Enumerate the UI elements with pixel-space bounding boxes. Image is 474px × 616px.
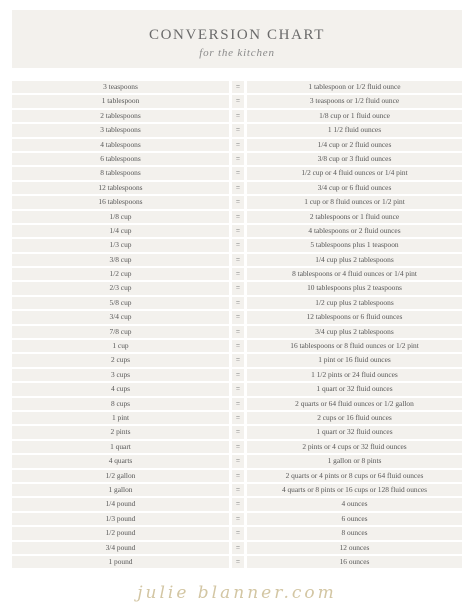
to-measure-cell: 1 pint or 16 fluid ounces bbox=[247, 354, 462, 366]
from-measure-cell: 4 tablespoons bbox=[12, 139, 229, 151]
from-measure-cell: 16 tablespoons bbox=[12, 196, 229, 208]
from-measure-cell: 1 gallon bbox=[12, 484, 229, 496]
from-measure-cell: 12 tablespoons bbox=[12, 182, 229, 194]
to-measure-cell: 8 ounces bbox=[247, 527, 462, 539]
to-measure-cell: 1/2 cup plus 2 tablespoons bbox=[247, 297, 462, 309]
equals-cell: = bbox=[232, 95, 244, 107]
to-measure-cell: 1 quart or 32 fluid ounces bbox=[247, 426, 462, 438]
to-measure-cell: 1/4 cup or 2 fluid ounces bbox=[247, 139, 462, 151]
table-row bbox=[12, 81, 462, 93]
table-row bbox=[12, 239, 462, 251]
from-measure-cell: 1 quart bbox=[12, 441, 229, 453]
from-measure-cell: 1/2 cup bbox=[12, 268, 229, 280]
to-measure-cell: 4 quarts or 8 pints or 16 cups or 128 fluid ounces bbox=[247, 484, 462, 496]
to-measure-cell: 10 tablespoons plus 2 teaspoons bbox=[247, 282, 462, 294]
equals-cell: = bbox=[232, 297, 244, 309]
page-subtitle: for the kitchen bbox=[199, 47, 275, 59]
equals-cell: = bbox=[232, 139, 244, 151]
equals-cell: = bbox=[232, 311, 244, 323]
table-row bbox=[12, 498, 462, 510]
equals-cell: = bbox=[232, 268, 244, 280]
from-measure-cell: 2 cups bbox=[12, 354, 229, 366]
table-row bbox=[12, 398, 462, 410]
table-row bbox=[12, 354, 462, 366]
from-measure-cell: 2/3 cup bbox=[12, 282, 229, 294]
table-row bbox=[12, 455, 462, 467]
to-measure-cell: 12 ounces bbox=[247, 542, 462, 554]
table-row bbox=[12, 110, 462, 122]
to-measure-cell: 8 tablespoons or 4 fluid ounces or 1/4 pint bbox=[247, 268, 462, 280]
from-measure-cell: 8 cups bbox=[12, 398, 229, 410]
to-measure-cell: 2 cups or 16 fluid ounces bbox=[247, 412, 462, 424]
equals-cell: = bbox=[232, 354, 244, 366]
table-row bbox=[12, 182, 462, 194]
equals-cell: = bbox=[232, 513, 244, 525]
equals-cell: = bbox=[232, 369, 244, 381]
table-row bbox=[12, 484, 462, 496]
table-row bbox=[12, 282, 462, 294]
equals-cell: = bbox=[232, 498, 244, 510]
equals-cell: = bbox=[232, 527, 244, 539]
table-row bbox=[12, 139, 462, 151]
table-row bbox=[12, 441, 462, 453]
to-measure-cell: 2 quarts or 64 fluid ounces or 1/2 gallon bbox=[247, 398, 462, 410]
from-measure-cell: 1 tablespoon bbox=[12, 95, 229, 107]
from-measure-cell: 1/4 pound bbox=[12, 498, 229, 510]
to-measure-cell: 4 tablespoons or 2 fluid ounces bbox=[247, 225, 462, 237]
to-measure-cell: 1 1/2 fluid ounces bbox=[247, 124, 462, 136]
to-measure-cell: 1 gallon or 8 pints bbox=[247, 455, 462, 467]
signature-logo: julie blanner.com bbox=[137, 583, 337, 603]
from-measure-cell: 1/2 pound bbox=[12, 527, 229, 539]
page-title: CONVERSION CHART bbox=[149, 27, 325, 43]
table-row bbox=[12, 311, 462, 323]
table-row bbox=[12, 542, 462, 554]
table-row bbox=[12, 412, 462, 424]
conversion-table bbox=[12, 81, 462, 570]
equals-cell: = bbox=[232, 455, 244, 467]
from-measure-cell: 1/3 pound bbox=[12, 513, 229, 525]
table-row bbox=[12, 268, 462, 280]
from-measure-cell: 3 tablespoons bbox=[12, 124, 229, 136]
equals-cell: = bbox=[232, 211, 244, 223]
table-row bbox=[12, 527, 462, 539]
equals-cell: = bbox=[232, 412, 244, 424]
from-measure-cell: 1 pound bbox=[12, 556, 229, 568]
table-row bbox=[12, 426, 462, 438]
to-measure-cell: 4 ounces bbox=[247, 498, 462, 510]
from-measure-cell: 3 cups bbox=[12, 369, 229, 381]
equals-cell: = bbox=[232, 383, 244, 395]
equals-cell: = bbox=[232, 196, 244, 208]
chart-header bbox=[12, 10, 462, 68]
to-measure-cell: 3/8 cup or 3 fluid ounces bbox=[247, 153, 462, 165]
equals-cell: = bbox=[232, 182, 244, 194]
equals-cell: = bbox=[232, 225, 244, 237]
table-row bbox=[12, 196, 462, 208]
to-measure-cell: 6 ounces bbox=[247, 513, 462, 525]
to-measure-cell: 3/4 cup plus 2 tablespoons bbox=[247, 326, 462, 338]
table-row bbox=[12, 340, 462, 352]
table-row bbox=[12, 211, 462, 223]
table-row bbox=[12, 225, 462, 237]
equals-cell: = bbox=[232, 124, 244, 136]
equals-cell: = bbox=[232, 542, 244, 554]
table-row bbox=[12, 470, 462, 482]
from-measure-cell: 1/4 cup bbox=[12, 225, 229, 237]
to-measure-cell: 16 ounces bbox=[247, 556, 462, 568]
equals-cell: = bbox=[232, 167, 244, 179]
from-measure-cell: 4 cups bbox=[12, 383, 229, 395]
equals-cell: = bbox=[232, 81, 244, 93]
table-row bbox=[12, 383, 462, 395]
from-measure-cell: 1/8 cup bbox=[12, 211, 229, 223]
equals-cell: = bbox=[232, 556, 244, 568]
from-measure-cell: 7/8 cup bbox=[12, 326, 229, 338]
from-measure-cell: 1/2 gallon bbox=[12, 470, 229, 482]
table-row bbox=[12, 153, 462, 165]
equals-cell: = bbox=[232, 441, 244, 453]
table-row bbox=[12, 556, 462, 568]
equals-cell: = bbox=[232, 470, 244, 482]
from-measure-cell: 1 pint bbox=[12, 412, 229, 424]
table-row bbox=[12, 513, 462, 525]
equals-cell: = bbox=[232, 426, 244, 438]
equals-cell: = bbox=[232, 398, 244, 410]
to-measure-cell: 1 1/2 pints or 24 fluid ounces bbox=[247, 369, 462, 381]
table-row bbox=[12, 95, 462, 107]
equals-cell: = bbox=[232, 239, 244, 251]
table-row bbox=[12, 297, 462, 309]
to-measure-cell: 5 tablespoons plus 1 teaspoon bbox=[247, 239, 462, 251]
from-measure-cell: 3 teaspoons bbox=[12, 81, 229, 93]
equals-cell: = bbox=[232, 340, 244, 352]
from-measure-cell: 8 tablespoons bbox=[12, 167, 229, 179]
from-measure-cell: 5/8 cup bbox=[12, 297, 229, 309]
to-measure-cell: 1 cup or 8 fluid ounces or 1/2 pint bbox=[247, 196, 462, 208]
equals-cell: = bbox=[232, 282, 244, 294]
to-measure-cell: 2 pints or 4 cups or 32 fluid ounces bbox=[247, 441, 462, 453]
table-row bbox=[12, 254, 462, 266]
to-measure-cell: 12 tablespoons or 6 fluid ounces bbox=[247, 311, 462, 323]
from-measure-cell: 1 cup bbox=[12, 340, 229, 352]
equals-cell: = bbox=[232, 484, 244, 496]
to-measure-cell: 1/2 cup or 4 fluid ounces or 1/4 pint bbox=[247, 167, 462, 179]
footer bbox=[0, 578, 474, 610]
table-row bbox=[12, 167, 462, 179]
table-row bbox=[12, 124, 462, 136]
equals-cell: = bbox=[232, 110, 244, 122]
to-measure-cell: 1 tablespoon or 1/2 fluid ounce bbox=[247, 81, 462, 93]
from-measure-cell: 3/4 cup bbox=[12, 311, 229, 323]
from-measure-cell: 2 tablespoons bbox=[12, 110, 229, 122]
from-measure-cell: 3/8 cup bbox=[12, 254, 229, 266]
table-row bbox=[12, 326, 462, 338]
to-measure-cell: 3/4 cup or 6 fluid ounces bbox=[247, 182, 462, 194]
from-measure-cell: 6 tablespoons bbox=[12, 153, 229, 165]
to-measure-cell: 1 quart or 32 fluid ounces bbox=[247, 383, 462, 395]
equals-cell: = bbox=[232, 326, 244, 338]
to-measure-cell: 1/8 cup or 1 fluid ounce bbox=[247, 110, 462, 122]
to-measure-cell: 1/4 cup plus 2 tablespoons bbox=[247, 254, 462, 266]
equals-cell: = bbox=[232, 254, 244, 266]
to-measure-cell: 2 quarts or 4 pints or 8 cups or 64 fluid ounces bbox=[247, 470, 462, 482]
to-measure-cell: 3 teaspoons or 1/2 fluid ounce bbox=[247, 95, 462, 107]
from-measure-cell: 1/3 cup bbox=[12, 239, 229, 251]
from-measure-cell: 4 quarts bbox=[12, 455, 229, 467]
from-measure-cell: 3/4 pound bbox=[12, 542, 229, 554]
to-measure-cell: 16 tablespoons or 8 fluid ounces or 1/2 pint bbox=[247, 340, 462, 352]
equals-cell: = bbox=[232, 153, 244, 165]
table-row bbox=[12, 369, 462, 381]
to-measure-cell: 2 tablespoons or 1 fluid ounce bbox=[247, 211, 462, 223]
from-measure-cell: 2 pints bbox=[12, 426, 229, 438]
